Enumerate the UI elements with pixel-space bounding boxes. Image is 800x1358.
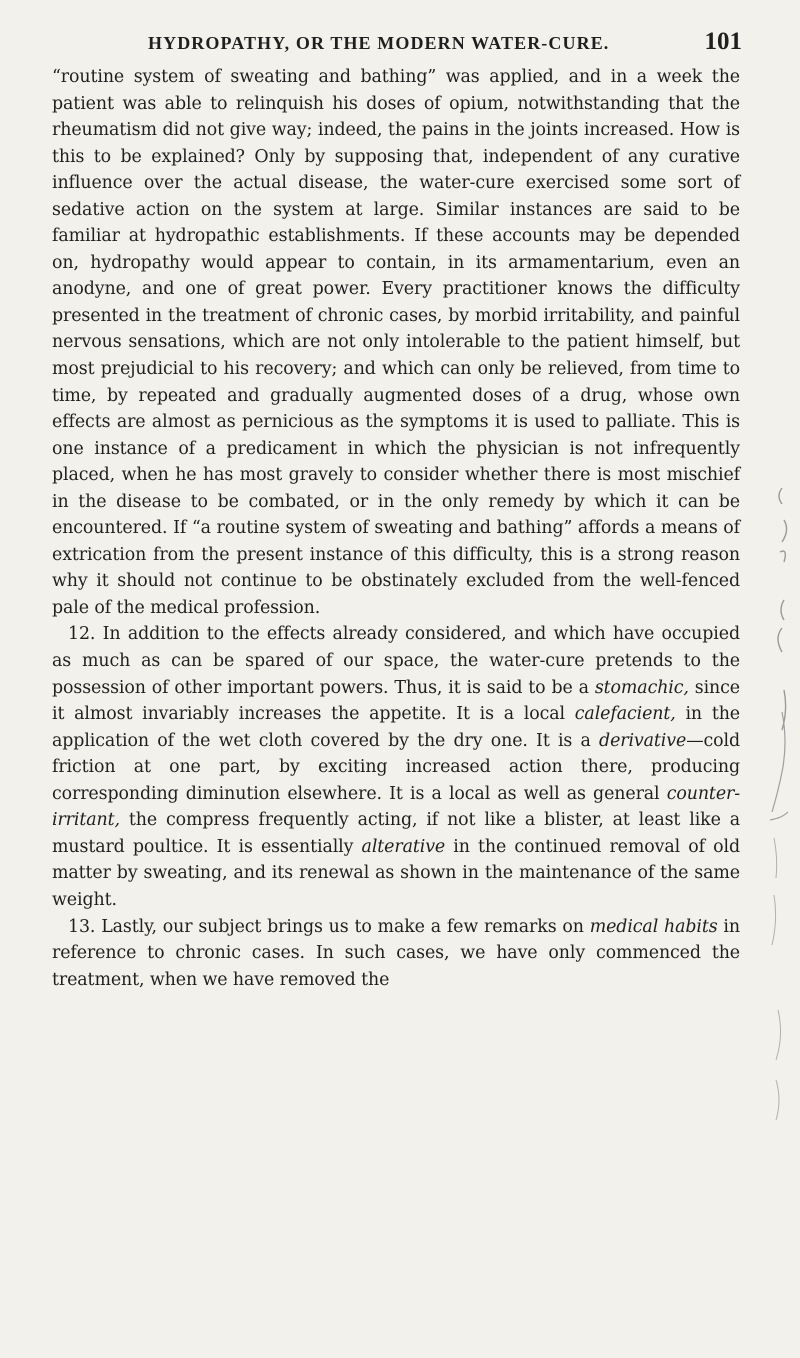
italic-term: alterative [361, 836, 446, 857]
text-run: 13. Lastly, our subject brings us to make a few remarks on [68, 916, 590, 937]
text-run: in reference to chronic cases. In such cases, we have only commenced the treatment, when we have removed the [52, 916, 740, 990]
text-run: “routine system of sweating and bathing” was applied, and in a week the patient was able to relinquish his doses of opium, notwithstanding that the rheumatism did not give way; indeed, the pains in the joints increased. How is this to be explained? Only by supposing that, independent of any curative influence over the actual disease, the water-cure exercised some sort of sedative action on the system at large. Similar instances are said to be familiar at hydropathic establishments. If these accounts may be depended on, hydropathy would appear to contain, in its armamentarium, even an anodyne, and one of great power. Every practitioner knows the difficulty presented in the treatment of chronic cases, by morbid irritability, and painful nervous sensations, which are not only intolerable to the patient himself, but most prejudicial to his recovery; and which can only be relieved, from time to time, by repeated and gradually augmented doses of a drug, whose own effects are almost as pernicious as the symptoms it is used to palliate. This is one instance of a predicament in which the physician is not infrequently placed, when he has most gravely to consider whether there is most mischief in the disease to be combated, or in the only remedy by which it can be encountered. If “a routine system of sweating and bathing” affords a means of extrication from the present instance of this difficulty, this is a strong reason why it should not continue to be obstinately excluded from the well-fenced pale of the medical profession. [52, 67, 740, 618]
text-run: in the continued removal of old matter by sweating, and its renewal as shown in the maintenance of the same weight. [52, 836, 741, 910]
margin-pencil-marks [770, 0, 800, 1358]
body-text [52, 64, 740, 993]
italic-term: medical habits [589, 916, 718, 937]
page-header [148, 28, 742, 56]
text-run: since it almost invariably increases the appetite. It is a local [52, 677, 740, 725]
text-run: 12. In addition to the effects already considered, and which have occupied as much as can be spared of our space, the water-cure pretends to the possession of other important powers. Thus, it is said to be a [52, 624, 740, 698]
italic-term: derivative [599, 730, 687, 751]
text-run: the compress frequently acting, if not like a blister, at least like a mustard poultice. It is essentially [52, 810, 740, 857]
text-run: in the application of the wet cloth covered by the dry one. It is a [52, 704, 740, 751]
paragraph-13 [52, 914, 740, 994]
italic-term: calefacient, [574, 704, 676, 725]
page-number: 101 [704, 28, 742, 55]
paragraph-12 [52, 621, 740, 913]
text-run: —cold friction at one part, by exciting increased action there, producing corresponding diminution elsewhere. It is a local as well as general [52, 730, 740, 804]
italic-term: stomachic, [594, 677, 689, 698]
paragraph-continuation [52, 64, 740, 621]
running-head: HYDROPATHY, OR THE MODERN WATER-CURE. [148, 33, 610, 53]
italic-term: counter-irritant, [52, 783, 740, 831]
